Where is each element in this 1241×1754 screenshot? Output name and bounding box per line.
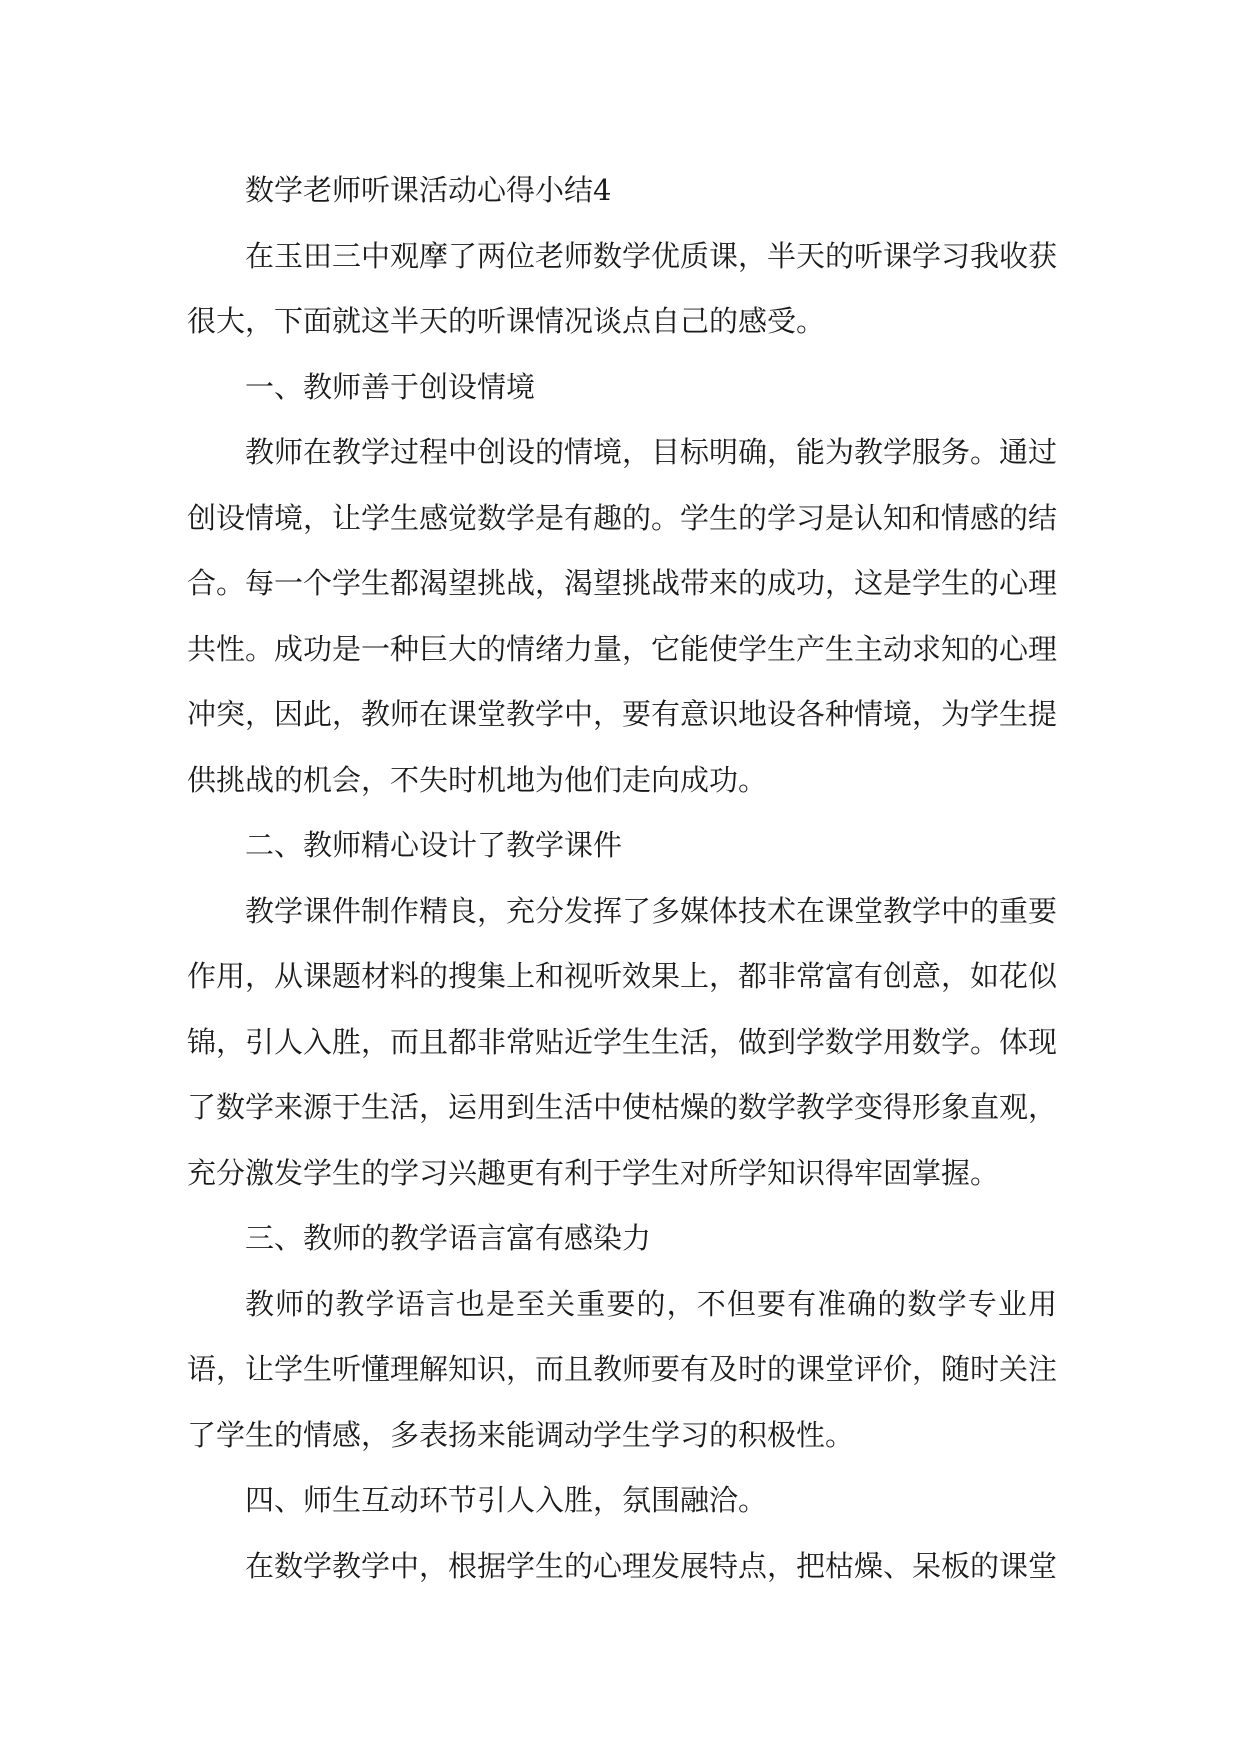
section-body-1: 教师在教学过程中创设的情境，目标明确，能为教学服务。通过创设情境，让学生感觉数学是有趣的。学生的学习是认知和情感的结合。每一个学生都渴望挑战，渴望挑战带来的成功，这是学生的心理共性。成功是一种巨大的情绪力量，它能使学生产生主动求知的心理冲突，因此，教师在课堂教学中，要有意识地设各种情境，为学生提供挑战的机会，不失时机地为他们走向成功。 — [187, 435, 1058, 797]
document-title: 数学老师听课活动心得小结4 — [245, 173, 612, 207]
section-heading-1: 一、教师善于创设情境 — [245, 369, 536, 404]
section-body-3: 教师的教学语言也是至关重要的，不但要有准确的数学专业用语，让学生听懂理解知识，而且教师要有及时的课堂评价，随时关注了学生的情感，多表扬来能调动学生学习的积极性。 — [187, 1286, 1058, 1452]
section-body-4: 在数学教学中，根据学生的心理发展特点，把枯燥、呆板的课堂 — [245, 1548, 1058, 1583]
document-body — [187, 158, 1057, 1599]
intro-paragraph: 在玉田三中观摩了两位老师数学优质课，半天的听课学习我收获很大，下面就这半天的听课情况谈点自己的感受。 — [187, 238, 1058, 338]
section-heading-4: 四、师生互动环节引人入胜，氛围融洽。 — [245, 1483, 768, 1517]
section-heading-3: 三、教师的教学语言富有感染力 — [245, 1221, 652, 1255]
section-heading-2: 二、教师精心设计了教学课件 — [245, 828, 623, 862]
section-body-2: 教学课件制作精良，充分发挥了多媒体技术在课堂教学中的重要作用，从课题材料的搜集上和视听效果上，都非常富有创意，如花似锦，引人入胜，而且都非常贴近学生生活，做到学数学用数学。体现了数学来源于生活，运用到生活中使枯燥的数学教学变得形象直观，充分激发学生的学习兴趣更有利于学生对所学知识得牢固掌握。 — [187, 893, 1058, 1190]
